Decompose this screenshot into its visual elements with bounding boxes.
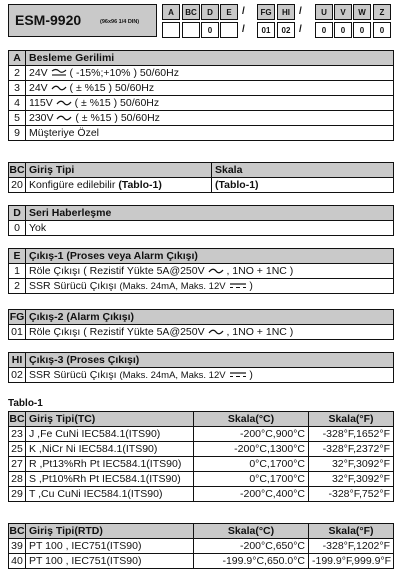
section-title: Giriş Tipi(TC) — [26, 412, 194, 427]
fahrenheit-range: -328°F,2372°F — [309, 442, 394, 457]
celsius-range: -200°C,900°C — [194, 427, 309, 442]
fahrenheit-range: 32°F,3092°F — [309, 472, 394, 487]
sensor-name: K ,NiCr Ni IEC584.1(ITS90) — [26, 442, 194, 457]
row-text-suffix: , 1NO + 1NC ) — [226, 264, 294, 277]
code-value-box: 02 — [277, 22, 295, 38]
row-code: 1 — [9, 264, 26, 279]
table-row — [9, 368, 394, 383]
model-title-box — [8, 4, 157, 37]
celsius-range: -199.9°C,650.0°C — [194, 554, 309, 569]
row-code: 25 — [9, 442, 26, 457]
row-text: Röle Çıkışı ( Rezistif Yükte 5A@250V — [29, 325, 205, 338]
celsius-range: 0°C,1700°C — [194, 457, 309, 472]
code-value-box: 01 — [257, 22, 275, 38]
rtd-table — [8, 523, 394, 569]
row-text: SSR Sürücü Çıkışı — [29, 368, 117, 381]
section-title: Besleme Gerilimi — [26, 51, 394, 66]
code-separator: / — [242, 6, 245, 17]
celsius-header: Skala(°C) — [194, 412, 309, 427]
fahrenheit-header: Skala(°F) — [309, 524, 394, 539]
fahrenheit-range: 32°F,3092°F — [309, 457, 394, 472]
acdc-icon — [51, 68, 67, 77]
row-code: 01 — [9, 325, 26, 340]
row-code: 40 — [9, 554, 26, 569]
row-text: SSR Sürücü Çıkışı — [29, 279, 117, 292]
section-code: E — [9, 249, 26, 264]
code-letter-box: FG — [257, 4, 275, 20]
table-row — [9, 325, 394, 340]
fahrenheit-range: -199.9°F,999.9°F — [309, 554, 394, 569]
row-code: 39 — [9, 539, 26, 554]
section-code: A — [9, 51, 26, 66]
sensor-name: J ,Fe CuNi IEC584.1(ITS90) — [26, 427, 194, 442]
sensor-name: R ,Pt13%Rh Pt IEC584.1(ITS90) — [26, 457, 194, 472]
section-fg-table — [8, 309, 394, 340]
row-code: 5 — [9, 111, 26, 126]
row-text: 24V — [29, 81, 48, 94]
fahrenheit-range: -328°F,752°F — [309, 487, 394, 502]
ac-icon — [208, 328, 224, 336]
table-row — [9, 66, 394, 81]
section-code: D — [9, 206, 26, 221]
celsius-range: -200°C,1300°C — [194, 442, 309, 457]
row-code: 23 — [9, 427, 26, 442]
table-row — [9, 279, 394, 294]
table-row — [9, 264, 394, 279]
section-d-table — [8, 205, 394, 236]
row-code: 29 — [9, 487, 26, 502]
row-code: 2 — [9, 66, 26, 81]
code-letter-box: A — [162, 4, 180, 20]
row-text-suffix: ( -15%;+10% ) 50/60Hz — [69, 66, 179, 79]
row-text: 24V — [29, 66, 48, 79]
value-separator: / — [299, 24, 302, 35]
code-value-box: 0 — [373, 22, 391, 38]
table-row — [9, 487, 394, 502]
row-text-suffix: ( ± %15 ) 50/60Hz — [69, 81, 155, 94]
code-letter-box: E — [220, 4, 238, 20]
row-text-ref: (Tablo-1) — [118, 178, 162, 191]
code-letter-box: D — [201, 4, 219, 20]
celsius-range: -200°C,650°C — [194, 539, 309, 554]
row-text-label: Konfigüre edilebilir — [29, 178, 119, 191]
section-code: FG — [9, 310, 25, 323]
table-row — [9, 554, 394, 569]
section-title: Çıkış-1 (Proses veya Alarm Çıkışı) — [26, 249, 394, 264]
row-code: 28 — [9, 472, 26, 487]
fahrenheit-range: -328°F,1652°F — [309, 427, 394, 442]
row-code: 2 — [9, 279, 26, 294]
ac-icon — [56, 114, 72, 122]
section-code: BC — [9, 524, 25, 537]
code-value-box — [220, 22, 238, 38]
sensor-name: T ,Cu CuNi IEC584.1(ITS90) — [26, 487, 194, 502]
row-text-suffix: ) — [249, 279, 253, 292]
table-row — [9, 81, 394, 96]
sensor-name: PT 100 , IEC751(ITS90) — [26, 554, 194, 569]
celsius-range: 0°C,1700°C — [194, 472, 309, 487]
row-code: 02 — [9, 368, 26, 383]
row-text — [26, 178, 212, 193]
section-title: Seri Haberleşme — [26, 206, 394, 221]
code-letter-box: Z — [373, 4, 391, 20]
row-text: Röle Çıkışı ( Rezistif Yükte 5A@250V — [29, 264, 205, 277]
code-value-box: 0 — [353, 22, 371, 38]
table-row — [9, 539, 394, 554]
row-text-detail: (Maks. 24mA, Maks. 12V — [119, 280, 226, 292]
row-text-detail: (Maks. 24mA, Maks. 12V — [119, 369, 226, 381]
section-title: Çıkış-3 (Proses Çıkışı) — [26, 353, 394, 368]
code-letter-box: W — [353, 4, 371, 20]
section-code: BC — [9, 163, 25, 176]
scale-header: Skala — [212, 163, 394, 178]
ac-icon — [56, 99, 72, 107]
section-a-table — [8, 50, 394, 141]
row-text: Müşteriye Özel — [29, 126, 100, 139]
table-row — [9, 442, 394, 457]
section-e-table — [8, 248, 394, 294]
tc-table — [8, 411, 394, 502]
row-text: 115V — [29, 96, 53, 109]
row-code: 3 — [9, 81, 26, 96]
row-text-suffix: ( ± %15 ) 50/60Hz — [75, 111, 160, 124]
dc-icon — [229, 371, 247, 378]
code-separator: / — [299, 6, 302, 17]
section-title: Çıkış-2 (Alarm Çıkışı) — [26, 310, 394, 325]
section-bc-table — [8, 162, 394, 193]
row-text: 230V — [29, 111, 54, 124]
sensor-name: S ,Pt10%Rh Pt IEC584.1(ITS90) — [26, 472, 194, 487]
section-code: HI — [9, 353, 26, 368]
code-value-box — [162, 22, 180, 38]
section-code: BC — [9, 412, 25, 425]
model-name: ESM-9920 — [15, 12, 82, 28]
row-code: 27 — [9, 457, 26, 472]
ac-icon — [208, 267, 224, 275]
table-row — [9, 111, 394, 126]
fahrenheit-header: Skala(°F) — [309, 412, 394, 427]
code-value-box: 0 — [315, 22, 333, 38]
dc-icon — [229, 282, 247, 289]
model-subtitle: (96x96 1/4 DIN) — [100, 19, 140, 25]
table-row — [9, 457, 394, 472]
row-text: Yok — [26, 221, 394, 236]
code-value-box: 0 — [201, 22, 219, 38]
row-code: 20 — [9, 178, 26, 193]
row-code: 9 — [9, 126, 26, 141]
celsius-range: -200°C,400°C — [194, 487, 309, 502]
section-hi-table — [8, 352, 394, 383]
row-code: 0 — [9, 221, 26, 236]
section-title: Giriş Tipi(RTD) — [26, 524, 194, 539]
fahrenheit-range: -328°F,1202°F — [309, 539, 394, 554]
sensor-name: PT 100 , IEC751(ITS90) — [26, 539, 194, 554]
table-row — [9, 96, 394, 111]
ac-icon — [51, 84, 67, 92]
section-title: Giriş Tipi — [26, 163, 212, 178]
tablo-1-label: Tablo-1 — [8, 398, 43, 409]
value-separator: / — [242, 24, 245, 35]
table-row — [9, 427, 394, 442]
scale-value: (Tablo-1) — [212, 178, 394, 193]
row-text-suffix: ) — [249, 368, 253, 381]
code-letter-box: HI — [277, 4, 295, 20]
table-row — [9, 472, 394, 487]
celsius-header: Skala(°C) — [194, 524, 309, 539]
code-letter-box: U — [315, 4, 333, 20]
code-value-box — [182, 22, 200, 38]
row-text-suffix: ( ± %15 ) 50/60Hz — [74, 96, 160, 109]
table-row — [9, 126, 394, 141]
row-code: 4 — [9, 96, 26, 111]
code-letter-box: BC — [182, 4, 200, 20]
code-letter-box: V — [334, 4, 352, 20]
row-text-suffix: , 1NO + 1NC ) — [226, 325, 294, 338]
code-value-box: 0 — [334, 22, 352, 38]
